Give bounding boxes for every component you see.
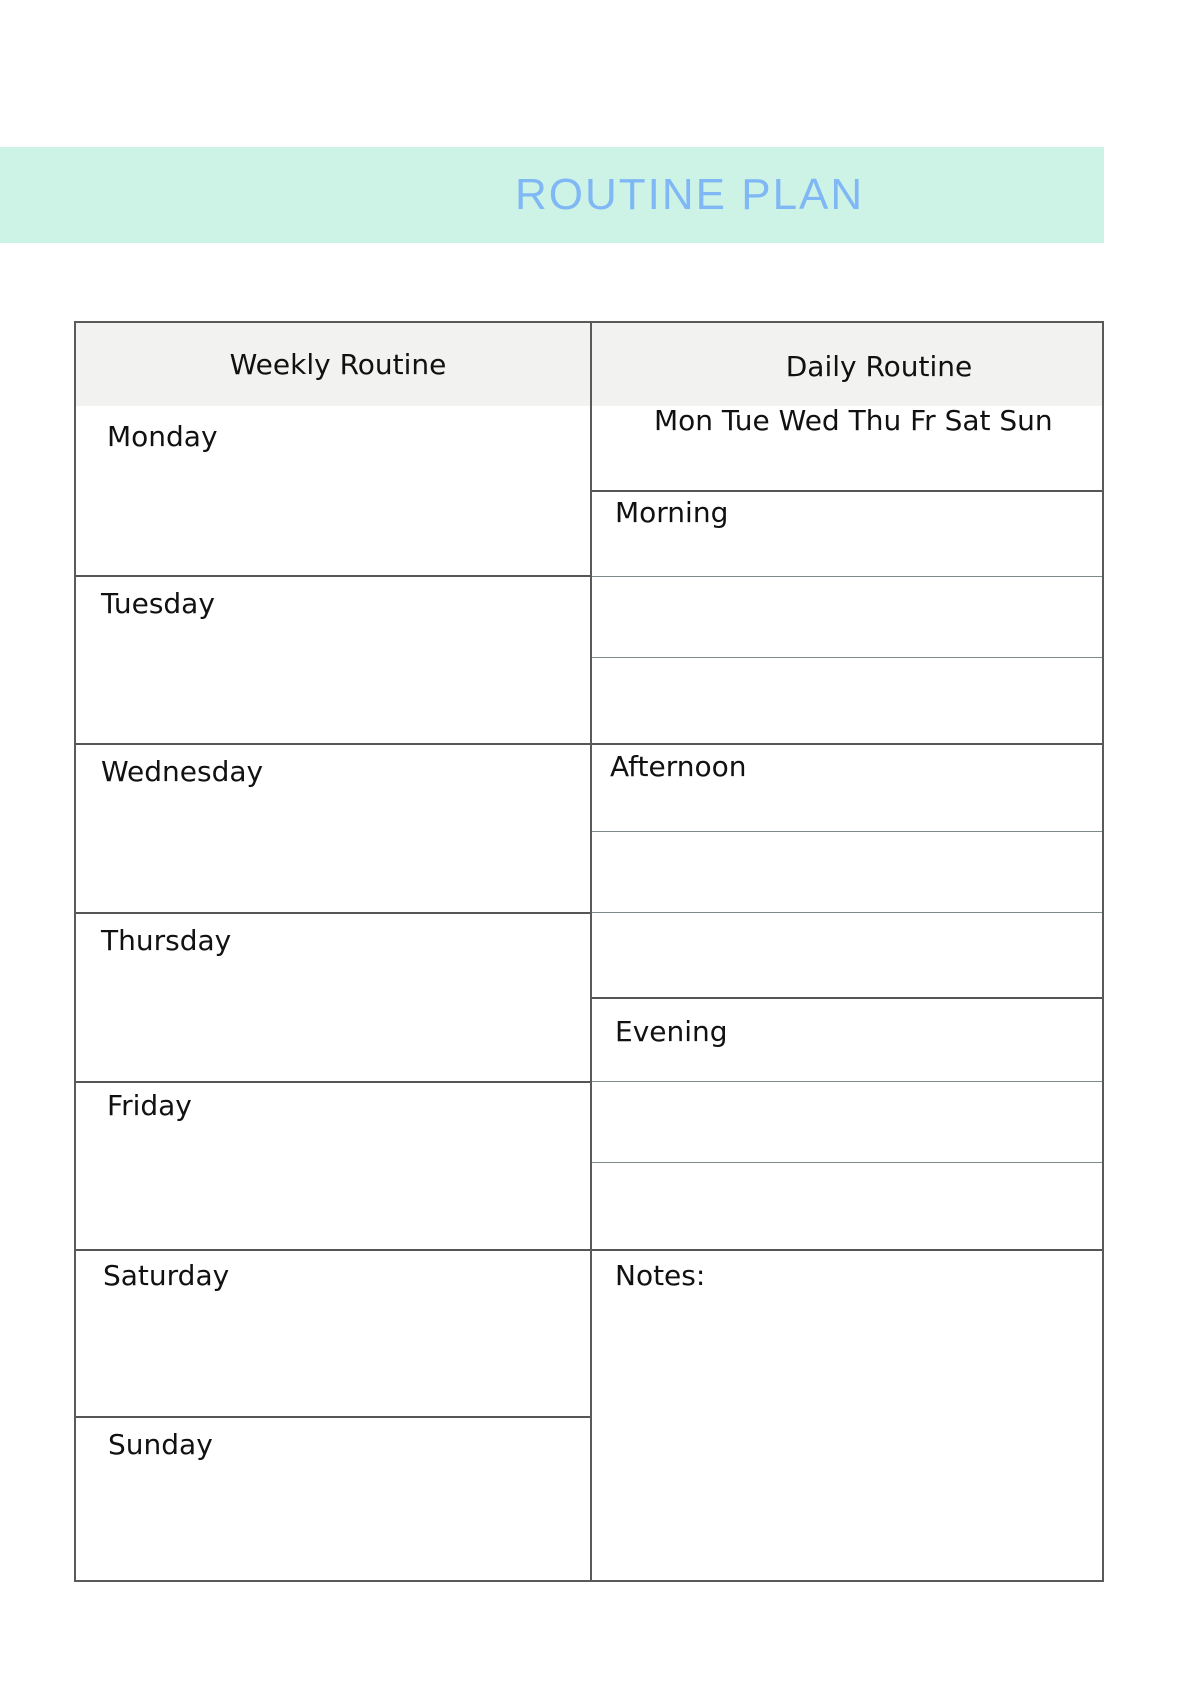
section-label-morning: Morning [615, 496, 729, 529]
daily-routine-header [592, 323, 1102, 406]
section-label-afternoon: Afternoon [610, 750, 747, 783]
routine-table [74, 321, 1104, 1582]
day-label: Saturday [103, 1259, 230, 1292]
afternoon-line-1[interactable] [592, 743, 1102, 831]
day-label: Thursday [101, 924, 232, 957]
afternoon-line-2[interactable] [592, 831, 1102, 912]
days-of-week-label: Mon Tue Wed Thu Fr Sat Sun [654, 404, 1053, 437]
weekly-routine-column [76, 323, 590, 1580]
evening-line-2[interactable] [592, 1081, 1102, 1162]
page-title: ROUTINE PLAN [515, 170, 865, 219]
day-label: Wednesday [101, 755, 264, 788]
day-cell-sunday[interactable] [76, 1416, 590, 1580]
daily-routine-column [590, 323, 1102, 1580]
day-cell-friday[interactable] [76, 1081, 590, 1249]
afternoon-line-3[interactable] [592, 912, 1102, 997]
day-cell-monday[interactable] [76, 406, 590, 577]
evening-line-3[interactable] [592, 1162, 1102, 1250]
title-banner [0, 147, 1104, 243]
day-label: Monday [107, 420, 218, 453]
evening-line-1[interactable] [592, 997, 1102, 1081]
day-cell-thursday[interactable] [76, 912, 590, 1081]
section-label-evening: Evening [615, 1015, 728, 1048]
day-cell-wednesday[interactable] [76, 743, 590, 912]
day-label: Sunday [108, 1428, 213, 1461]
morning-line-3[interactable] [592, 657, 1102, 744]
weekly-routine-header [76, 323, 590, 406]
day-cell-saturday[interactable] [76, 1249, 590, 1416]
day-label: Tuesday [101, 587, 215, 620]
day-cell-tuesday[interactable] [76, 575, 590, 743]
notes-area[interactable] [592, 1249, 1102, 1580]
notes-label: Notes: [615, 1259, 706, 1292]
day-label: Friday [107, 1089, 192, 1122]
days-of-week-row [592, 406, 1102, 490]
weekly-routine-title: Weekly Routine [229, 347, 447, 381]
morning-line-1[interactable] [592, 490, 1102, 576]
daily-routine-title: Daily Routine [785, 349, 973, 383]
morning-line-2[interactable] [592, 576, 1102, 657]
